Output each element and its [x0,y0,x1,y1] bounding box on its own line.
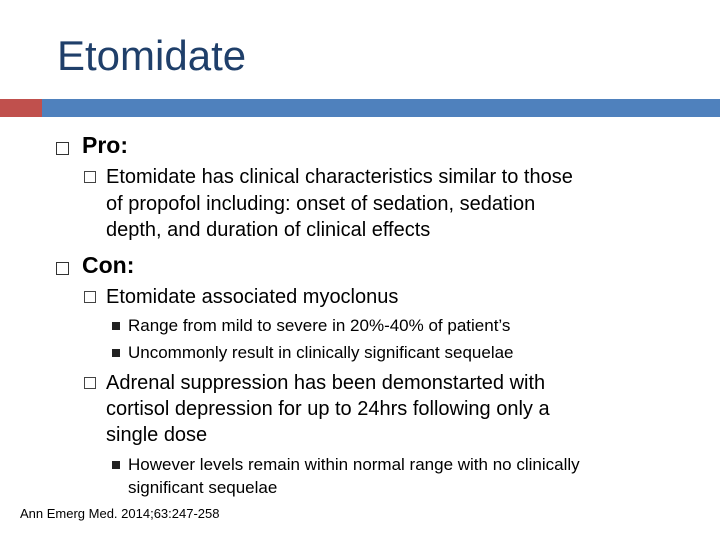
con-item-2-line-3: single dose [106,424,208,446]
con-subitem-2: Uncommonly result in clinically significant sequelae [128,343,514,362]
filled-square-bullet-icon [112,461,120,469]
hollow-box-bullet-icon [84,291,96,303]
con-item-2-line-2: cortisol depression for up to 24hrs following only a [106,398,550,420]
con-subitem-3-line-1: However levels remain within normal range with no clinically [128,455,580,474]
slide-title: Etomidate [57,32,247,79]
citation: Ann Emerg Med. 2014;63:247-258 [20,506,220,521]
con-heading: Con: [82,252,135,278]
con-subitem-3-line-2: significant sequelae [128,478,278,497]
hollow-box-bullet-icon [84,377,96,389]
con-item-2-line-1: Adrenal suppression has been demonstarted with [106,372,546,394]
hollow-square-bullet-icon [56,262,69,275]
pro-item-line-3: depth, and duration of clinical effects [106,219,431,241]
hollow-box-bullet-icon [84,171,96,183]
hollow-square-bullet-icon [56,142,69,155]
pro-item-line-1: Etomidate has clinical characteristics similar to those [106,166,573,188]
pro-item-line-2: of propofol including: onset of sedation, sedation [106,193,536,215]
pro-heading: Pro: [82,132,128,158]
filled-square-bullet-icon [112,322,120,330]
con-item-1-line-1: Etomidate associated myoclonus [106,286,399,308]
filled-square-bullet-icon [112,349,120,357]
con-subitem-1: Range from mild to severe in 20%-40% of patient’s [128,316,511,335]
